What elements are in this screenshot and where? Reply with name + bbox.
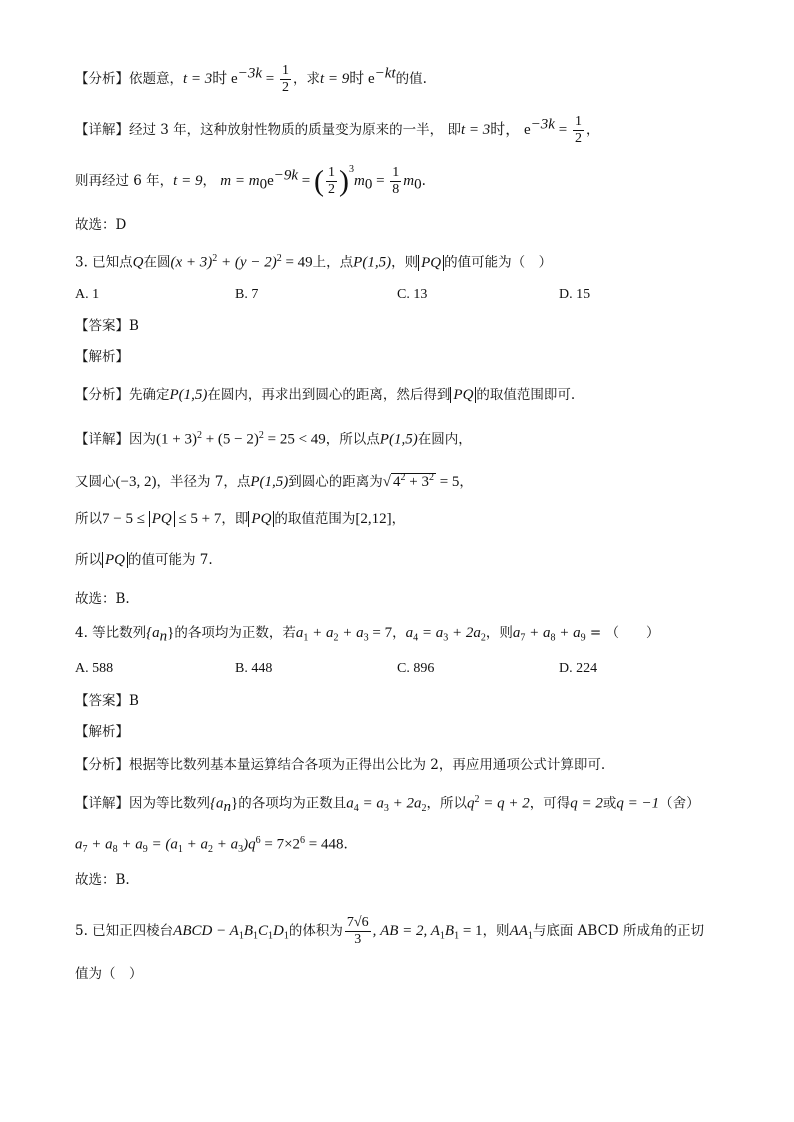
fraction: $\frac{7√6}{3}$ [346,915,369,947]
option-d: D. 224 [559,661,598,676]
detail-line: 【详解】因为等比数列$\{a_n\}$的各项均为正数且$a_4 = a_3 + 2a_2$，所以$q^2 = q + 2$，可得q = 2或q = −1（舍） [75,794,700,816]
detail-line: 所以 PQ 的值可能为 7. [75,552,213,568]
question-5: 5. 已知正四棱台ABCD − $A_1B_1C_1D_1$的体积为 $\frac{7√6}{3}$ , AB = 2, $A_1B_1 = 1$，则$AA_1$与底面 ABCD 所成角的正切 [75,915,705,947]
analysis-line-1: 【分析】依题意，t = 3时 $e^{-3k}$ = $\frac{1}{2}$ ，求t = 9时 $e^{-kt}$的值. [75,63,427,95]
detail-line: 所以7 − 5 ≤ PQ ≤ 5 + 7，即 PQ 的取值范围为[2,12]， [75,511,406,527]
option-b: B. 448 [235,661,273,676]
analysis-line: 【分析】根据等比数列基本量运算结合各项为正得出公比为 2，再应用通项公式计算即可. [75,757,606,773]
detail-line: $a_7 + a_8 + a_9 = (a_1 + a_2 + a_3)q^6 = 7\times 2^6 = 448$. [75,835,348,856]
fraction: $\frac{1}{2}$ [327,165,335,197]
answer-choice-line: 故选：D [75,217,127,233]
solution-label: 【解析】 [75,349,129,365]
question-4: 4. 等比数列$\{a_n\}$的各项均为正数，若$a_1 + a_2 + a_3 = 7$，$a_4 = a_3 + 2a_2$，则$a_7 + a_8 + a_9$ = （ ） [75,625,660,645]
option-c: C. 13 [397,287,428,302]
fraction: $\frac{1}{8}$ [392,165,400,197]
option-a: A. 588 [75,661,114,676]
option-a: A. 1 [75,287,100,302]
question-3: 3. 已知点Q在圆$(x + 3)^2 + (y - 2)^2 = 49$上，点P(1,5)，则 PQ 的值可能为（ ） [75,253,553,271]
answer-label: 【答案】B [75,318,139,334]
detail-line: 又圆心(−3, 2)，半径为 7，点P(1,5)到圆心的距离为√ $4^2 + 3^2 = 5$， [75,472,473,490]
option-c: C. 896 [397,661,435,676]
fraction: $\frac{1}{2}$ [574,114,582,146]
answer-label: 【答案】B [75,693,139,709]
answer-choice-line: 故选：B. [75,591,130,607]
fraction: $\frac{1}{2}$ [281,63,289,95]
analysis-line: 【分析】先确定P(1,5)在圆内，再求出到圆心的距离，然后得到 PQ 的取值范围即可. [75,387,576,403]
option-b: B. 7 [235,287,259,302]
option-d: D. 15 [559,287,591,302]
answer-choice-line: 故选：B. [75,872,130,888]
detail-line-2: 则再经过 6 年，t = 9， $m = m_0e^{-9k}$ = ( $\frac{1}{2}$ )$^3m_0$ = $\frac{1}{8}$ $m_0$. [75,163,426,198]
detail-line-1: 【详解】经过 3 年，这种放射性物质的质量变为原来的一半， 即t = 3时， $e^{-3k}$ = $\frac{1}{2}$ ， [75,114,600,146]
detail-line: 【详解】因为$(1 + 3)^2 + (5 - 2)^2 = 25 < 49$，所以点P(1,5)在圆内， [75,430,472,448]
sqrt-expression: $4^2 + 3^2$ [392,472,434,490]
solution-label: 【解析】 [75,724,129,740]
question-5-continuation: 值为（ ） [75,966,143,982]
